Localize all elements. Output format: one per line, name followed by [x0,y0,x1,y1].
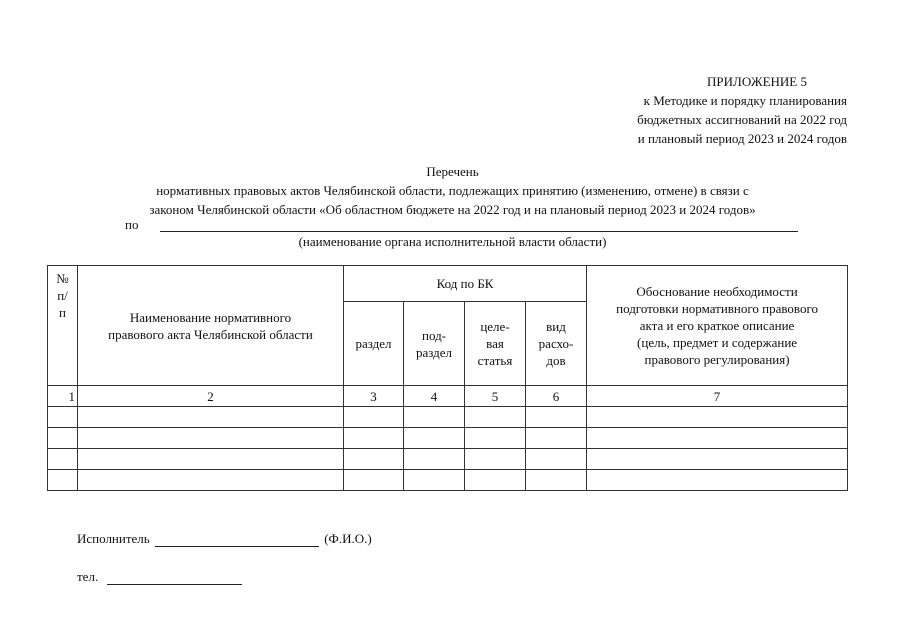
table-row [48,407,848,428]
executor-signature-line [155,534,319,547]
header-podrazdel: под- раздел [404,302,465,386]
column-number-row [48,386,848,407]
appendix-line-2: бюджетных ассигнований на 2022 год [637,112,847,127]
column-number: 7 [587,386,848,407]
executor-line [77,531,372,547]
header-vid-raskhodov: вид расхо- дов [526,302,587,386]
executor-label: Исполнитель [77,531,150,546]
acts-table [47,265,848,491]
header-razdel: раздел [344,302,404,386]
column-number: 1 [48,386,78,407]
po-label: по [125,217,139,232]
title-line-3: законом Челябинской области «Об областном бюджете на 2022 год и на плановый период 2023 и 2024 годов» [149,202,756,217]
header-celevaya-statya: целе- вая статья [465,302,526,386]
fio-label: (Ф.И.О.) [324,531,372,546]
header-kbk: Код по БК [344,266,587,302]
table-row [48,428,848,449]
organ-caption: (наименование органа исполнительной власти области) [298,234,607,249]
table-row [48,449,848,470]
appendix-title: ПРИЛОЖЕНИЕ 5 [707,74,807,89]
tel-label: тел. [77,569,99,584]
organ-name-line [160,231,798,232]
header-number: № п/ п [48,266,78,386]
phone-line [77,569,242,585]
header-act-name: Наименование нормативного правового акта Челябинской области [78,266,344,386]
column-number: 6 [526,386,587,407]
column-number: 3 [344,386,404,407]
title-line-1: Перечень [426,164,479,179]
table-row [48,470,848,491]
appendix-header [637,72,847,148]
tel-underline [107,572,242,585]
appendix-line-3: и плановый период 2023 и 2024 годов [637,131,847,146]
title-line-2: нормативных правовых актов Челябинской области, подлежащих принятию (изменению, отмене) в связи с [156,183,749,198]
column-number: 2 [78,386,344,407]
column-number: 4 [404,386,465,407]
header-reason: Обоснование необходимости подготовки нормативного правового акта и его краткое описание (цель, предмет и содержание правового регулирования) [587,266,848,386]
column-number: 5 [465,386,526,407]
document-title [0,162,905,219]
appendix-line-1: к Методике и порядку планирования [643,93,847,108]
